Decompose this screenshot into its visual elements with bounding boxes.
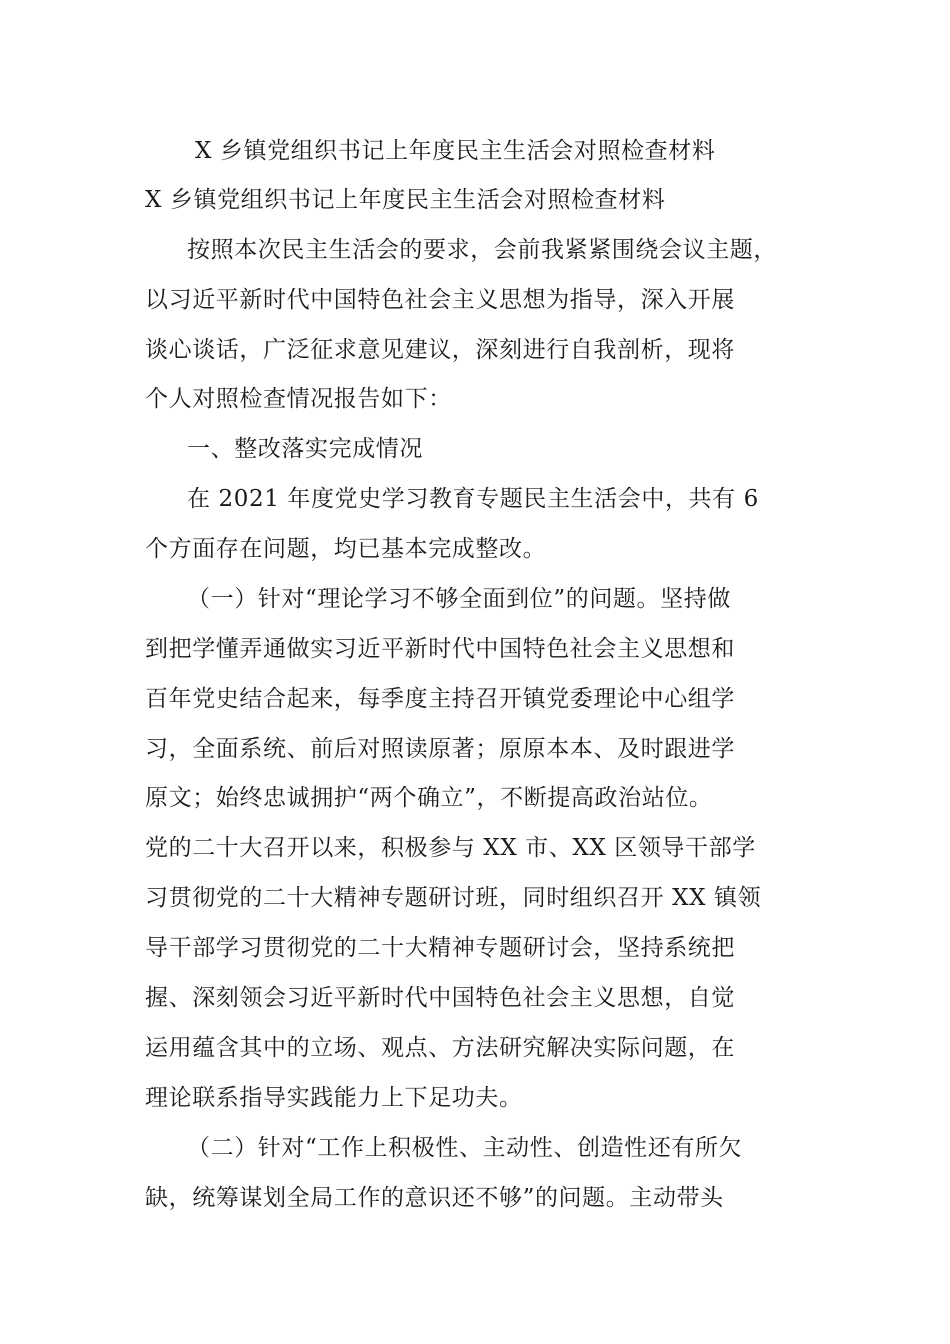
paragraph-line: 缺，统筹谋划全局工作的意识还不够”的问题。主动带头 <box>145 1185 724 1211</box>
paragraph-line: 到把学懂弄通做实习近平新时代中国特色社会主义思想和 <box>145 636 735 662</box>
paragraph-line: 理论联系指导实践能力上下足功夫。 <box>145 1085 523 1111</box>
paragraph-line: 谈心谈话，广泛征求意见建议，深刻进行自我剖析，现将 <box>145 337 735 363</box>
paragraph-line: 在 2021 年度党史学习教育专题民主生活会中，共有 6 <box>187 486 759 512</box>
paragraph-line: 百年党史结合起来，每季度主持召开镇党委理论中心组学 <box>145 686 735 712</box>
paragraph-line: 个方面存在问题，均已基本完成整改。 <box>145 536 547 562</box>
paragraph-line: （一）针对“理论学习不够全面到位”的问题。坚持做 <box>187 586 731 612</box>
document-title-centered: X 乡镇党组织书记上年度民主生活会对照检查材料 <box>195 138 716 164</box>
paragraph-line: 按照本次民主生活会的要求，会前我紧紧围绕会议主题， <box>187 237 777 263</box>
paragraph-line: 握、深刻领会习近平新时代中国特色社会主义思想，自觉 <box>145 985 735 1011</box>
paragraph-line: 习贯彻党的二十大精神专题研讨班，同时组织召开 XX 镇领 <box>145 885 762 911</box>
paragraph-line: （二）针对“工作上积极性、主动性、创造性还有所欠 <box>187 1135 743 1161</box>
section-heading: 一、整改落实完成情况 <box>187 436 423 462</box>
paragraph-line: 运用蕴含其中的立场、观点、方法研究解决实际问题，在 <box>145 1035 735 1061</box>
paragraph-line: 以习近平新时代中国特色社会主义思想为指导，深入开展 <box>145 287 735 313</box>
document-title-repeat: X 乡镇党组织书记上年度民主生活会对照检查材料 <box>145 187 666 213</box>
paragraph-line: 习，全面系统、前后对照读原著；原原本本、及时跟进学 <box>145 736 735 762</box>
paragraph-line: 党的二十大召开以来，积极参与 XX 市、XX 区领导干部学 <box>145 835 756 861</box>
paragraph-line: 导干部学习贯彻党的二十大精神专题研讨会，坚持系统把 <box>145 935 735 961</box>
paragraph-line: 个人对照检查情况报告如下： <box>145 386 452 412</box>
paragraph-line: 原文；始终忠诚拥护“两个确立”，不断提高政治站位。 <box>145 785 713 811</box>
